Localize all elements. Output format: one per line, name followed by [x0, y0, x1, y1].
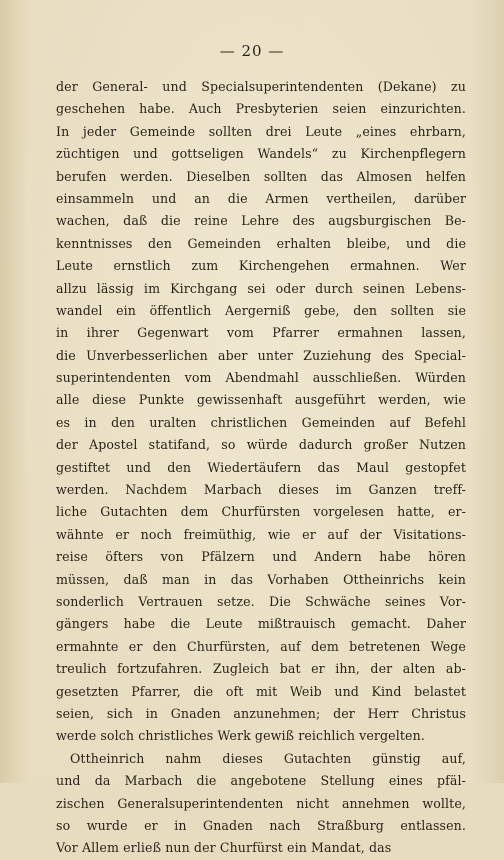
text-line: superintendenten vom Abendmahl ausschließen. Würden: [56, 370, 466, 386]
text-line: liche Gutachten dem Churfürsten vorgelesen hatte, er-: [56, 504, 466, 520]
text-line: müssen, daß man in das Vorhaben Ottheinrichs kein: [56, 571, 466, 587]
text-line: so wurde er in Gnaden nach Straßburg entlassen.: [56, 817, 466, 833]
text-line: der Apostel statifand, so würde dadurch großer Nutzen: [56, 437, 466, 453]
text-line: werden. Nachdem Marbach dieses im Ganzen treff-: [56, 482, 466, 498]
text-line: die Unverbesserlichen aber unter Zuziehung des Special-: [56, 347, 466, 363]
text-line: alle diese Punkte gewissenhaft ausgeführt werden, wie: [56, 392, 466, 408]
text-line: wandel ein öffentlich Aergerniß gebe, den sollten sie: [56, 302, 466, 318]
text-line: gestiftet und den Wiedertäufern das Maul gestopfet: [56, 459, 466, 475]
text-line: gesetzten Pfarrer, die oft mit Weib und Kind belastet: [56, 683, 466, 699]
text-line: ermahnte er den Churfürsten, auf dem betretenen Wege: [56, 638, 466, 654]
text-line: reise öfters von Pfälzern und Andern habe hören: [56, 549, 466, 565]
text-line: geschehen habe. Auch Presbyterien seien einzurichten.: [56, 101, 466, 117]
text-line: sonderlich Vertrauen setze. Die Schwäche seines Vor-: [56, 593, 466, 609]
text-line: seien, sich in Gnaden anzunehmen; der Herr Christus: [56, 705, 466, 721]
text-line: züchtigen und gottseligen Wandels“ zu Kirchenpflegern: [56, 146, 466, 162]
text-line: Leute ernstlich zum Kirchengehen ermahnen. Wer: [56, 258, 466, 274]
text-line: wachen, daß die reine Lehre des augsburgischen Be-: [56, 213, 466, 229]
text-line: gängers habe die Leute mißtrauisch gemacht. Daher: [56, 616, 466, 632]
text-line: allzu lässig im Kirchgang sei oder durch seinen Lebens-: [56, 280, 466, 296]
text-line: wähnte er noch freimüthig, wie er auf der Visitations-: [56, 526, 466, 542]
text-line: kenntnisses den Gemeinden erhalten bleibe, und die: [56, 235, 466, 251]
text-line: treulich fortzufahren. Zugleich bat er ihn, der alten ab-: [56, 661, 466, 677]
text-line: und da Marbach die angebotene Stellung eines pfäl-: [56, 773, 466, 789]
text-line: werde solch christliches Werk gewiß reichlich vergelten.: [56, 728, 425, 744]
text-line: Vor Allem erließ nun der Churfürst ein Mandat, das: [56, 840, 392, 856]
text-line: einsammeln und an die Armen vertheilen, darüber: [56, 190, 466, 206]
page-number: — 20 —: [219, 42, 285, 60]
text-line: zischen Generalsuperintendenten nicht annehmen wollte,: [56, 795, 466, 811]
text-line: In jeder Gemeinde sollten drei Leute „eines ehrbarn,: [56, 123, 466, 139]
page-text: [56, 76, 466, 860]
text-line: berufen werden. Dieselben sollten das Almosen helfen: [56, 168, 466, 184]
text-line: in ihrer Gegenwart vom Pfarrer ermahnen lassen,: [56, 325, 466, 341]
text-line: es in den uralten christlichen Gemeinden auf Befehl: [56, 414, 466, 430]
text-line: der General- und Specialsuperintendenten (Dekane) zu: [56, 79, 466, 94]
text-line: Ottheinrich nahm dieses Gutachten günstig auf,: [70, 750, 466, 766]
